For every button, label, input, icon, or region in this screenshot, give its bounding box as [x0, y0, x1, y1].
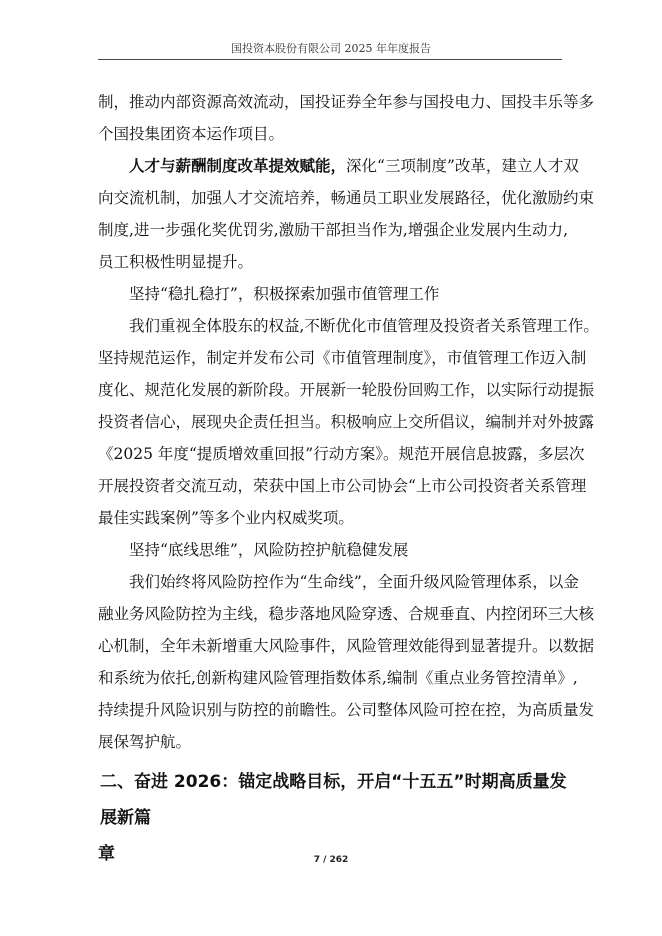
- section-title-line: 二、奋进 2026：锚定战略目标，开启“十五五”时期高质量发展新篇: [100, 772, 567, 828]
- paragraph-line: [98, 150, 579, 182]
- paragraph-line: 制，推动内部资源高效流动，国投证券全年参与国投电力、国投丰乐等多: [98, 93, 595, 111]
- paragraph-line: 持续提升风险识别与防控的前瞻性。公司整体风险可控在控，为高质量发: [98, 701, 595, 719]
- paragraph-line: 向交流机制，加强人才交流培养，畅通员工职业发展路径，优化激励约束: [98, 189, 595, 207]
- paragraph-line: 展保驾护航。: [98, 733, 192, 751]
- paragraph-line: 员工积极性明显提升。: [98, 253, 254, 271]
- paragraph-line: 融业务风险防控为主线，稳步落地风险穿透、合规垂直、内控闭环三大核: [98, 605, 595, 623]
- paragraph-line: 度化、规范化发展的新阶段。开展新一轮股份回购工作，以实际行动提振: [98, 381, 595, 399]
- paragraph-line: 个国投集团资本运作项目。: [98, 125, 285, 143]
- sub-heading: 坚持“底线思维”，风险防控护航稳健发展: [129, 541, 409, 559]
- page-header: 国投资本股份有限公司 2025 年年度报告: [231, 42, 431, 55]
- section-title-line: 章: [98, 844, 115, 864]
- paragraph-line: 最佳实践案例”等多个业内权威奖项。: [98, 509, 354, 527]
- document-body: [98, 86, 599, 872]
- paragraph-line: 制度,进一步强化奖优罚劣,激励干部担当作为,增强企业发展内生动力,: [98, 221, 568, 239]
- paragraph-line: 我们始终将风险防控作为“生命线”，全面升级风险管理体系，以金: [129, 573, 579, 591]
- page-number: 7 / 262: [313, 855, 349, 865]
- bold-lead: 人才与薪酬制度改革提效赋能，: [129, 156, 347, 175]
- paragraph-line: 和系统为依托,创新构建风险管理指数体系,编制《重点业务管控清单》,: [98, 669, 578, 687]
- paragraph-line: 心机制，全年未新增重大风险事件，风险管理效能得到显著提升。以数据: [98, 637, 595, 655]
- header-divider: [98, 59, 562, 60]
- paragraph-line: 坚持规范运作，制定并发布公司《市值管理制度》，市值管理工作迈入制: [98, 349, 587, 367]
- sub-heading: 坚持“稳扎稳打”，积极探索加强市值管理工作: [129, 285, 440, 303]
- paragraph-line: 投资者信心，展现央企责任担当。积极响应上交所倡议，编制并对外披露: [98, 413, 595, 431]
- paragraph-line: 我们重视全体股东的权益,不断优化市值管理及投资者关系管理工作。: [129, 317, 599, 335]
- paragraph-text: 深化“三项制度”改革，建立人才双: [346, 157, 579, 175]
- paragraph-line: 开展投资者交流互动，荣获中国上市公司协会“上市公司投资者关系管理: [98, 477, 587, 495]
- paragraph-line: 《2025 年度“提质增效重回报”行动方案》。规范开展信息披露，多层次: [98, 445, 585, 463]
